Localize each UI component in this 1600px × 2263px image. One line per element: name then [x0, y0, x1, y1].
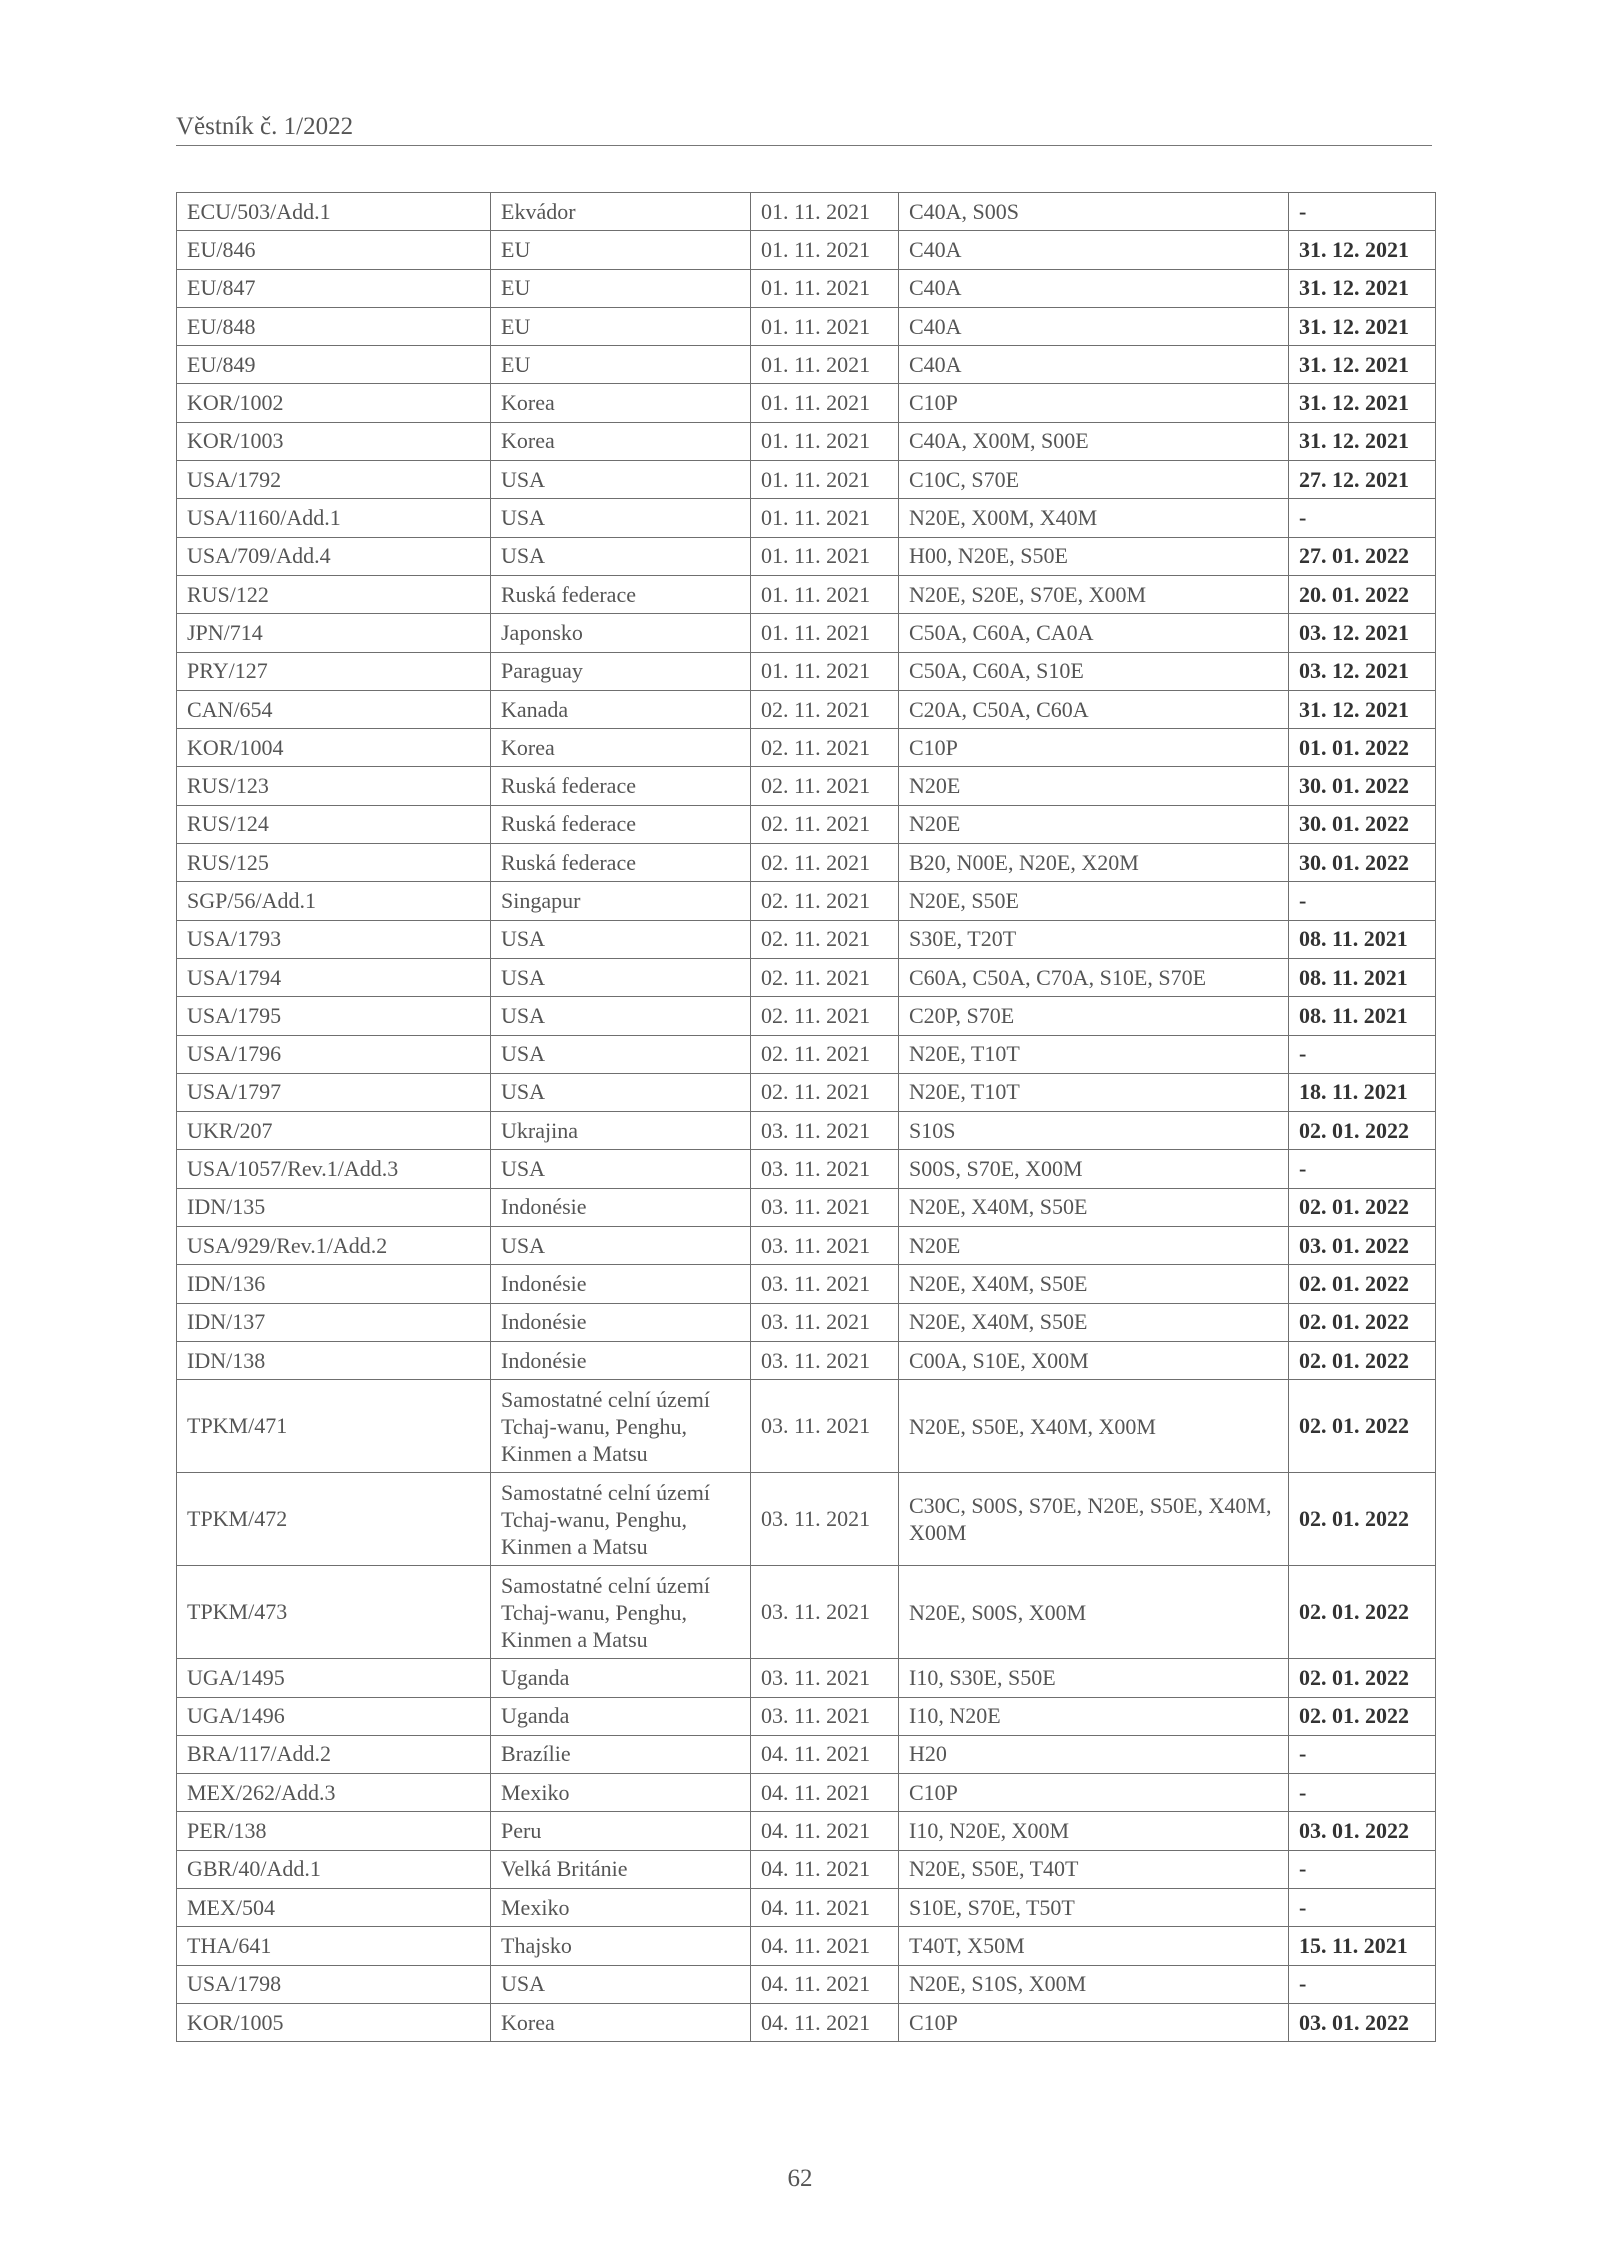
cell-date: 01. 11. 2021 — [751, 422, 899, 460]
cell-codes: H20 — [899, 1735, 1289, 1773]
cell-codes: N20E, T10T — [899, 1035, 1289, 1073]
cell-deadline: 02. 01. 2022 — [1289, 1380, 1436, 1473]
cell-symbol: GBR/40/Add.1 — [177, 1850, 491, 1888]
cell-date: 02. 11. 2021 — [751, 997, 899, 1035]
table-row — [177, 269, 1436, 307]
cell-country: Paraguay — [491, 652, 751, 690]
cell-deadline: 03. 01. 2022 — [1289, 1812, 1436, 1850]
cell-symbol: IDN/138 — [177, 1341, 491, 1379]
cell-symbol: ECU/503/Add.1 — [177, 193, 491, 231]
cell-date: 02. 11. 2021 — [751, 1035, 899, 1073]
cell-deadline: 08. 11. 2021 — [1289, 958, 1436, 996]
cell-country: EU — [491, 307, 751, 345]
cell-date: 03. 11. 2021 — [751, 1473, 899, 1566]
cell-deadline: 30. 01. 2022 — [1289, 767, 1436, 805]
table-row — [177, 1659, 1436, 1697]
cell-codes: C10C, S70E — [899, 461, 1289, 499]
cell-deadline: 27. 12. 2021 — [1289, 461, 1436, 499]
cell-codes: C10P — [899, 729, 1289, 767]
table-row — [177, 1112, 1436, 1150]
table-row — [177, 1188, 1436, 1226]
cell-date: 02. 11. 2021 — [751, 920, 899, 958]
header-title: Věstník č. 1/2022 — [176, 113, 354, 140]
cell-deadline: 31. 12. 2021 — [1289, 422, 1436, 460]
cell-deadline: - — [1289, 1150, 1436, 1188]
table-row — [177, 882, 1436, 920]
table-row — [177, 1965, 1436, 2003]
cell-country: USA — [491, 1227, 751, 1265]
table-row — [177, 1303, 1436, 1341]
cell-symbol: SGP/56/Add.1 — [177, 882, 491, 920]
cell-deadline: 31. 12. 2021 — [1289, 346, 1436, 384]
cell-country: Korea — [491, 729, 751, 767]
table-row — [177, 1812, 1436, 1850]
cell-country: Korea — [491, 2003, 751, 2041]
cell-deadline: 08. 11. 2021 — [1289, 997, 1436, 1035]
cell-symbol: KOR/1003 — [177, 422, 491, 460]
table-row — [177, 1774, 1436, 1812]
cell-date: 01. 11. 2021 — [751, 307, 899, 345]
cell-codes: N20E, S50E — [899, 882, 1289, 920]
cell-date: 03. 11. 2021 — [751, 1566, 899, 1659]
cell-country: USA — [491, 1035, 751, 1073]
cell-codes: N20E — [899, 805, 1289, 843]
cell-country: Ruská federace — [491, 767, 751, 805]
cell-codes: C00A, S10E, X00M — [899, 1341, 1289, 1379]
cell-symbol: RUS/122 — [177, 575, 491, 613]
cell-date: 01. 11. 2021 — [751, 461, 899, 499]
table-row — [177, 1380, 1436, 1473]
cell-date: 02. 11. 2021 — [751, 844, 899, 882]
cell-symbol: MEX/262/Add.3 — [177, 1774, 491, 1812]
table-row — [177, 920, 1436, 958]
table-row — [177, 767, 1436, 805]
cell-country: EU — [491, 269, 751, 307]
cell-date: 04. 11. 2021 — [751, 1735, 899, 1773]
cell-country: Uganda — [491, 1659, 751, 1697]
cell-deadline: 02. 01. 2022 — [1289, 1188, 1436, 1226]
cell-country: Uganda — [491, 1697, 751, 1735]
cell-symbol: UKR/207 — [177, 1112, 491, 1150]
cell-symbol: KOR/1005 — [177, 2003, 491, 2041]
cell-symbol: EU/848 — [177, 307, 491, 345]
table-row — [177, 1566, 1436, 1659]
cell-country: Ruská federace — [491, 805, 751, 843]
cell-date: 02. 11. 2021 — [751, 805, 899, 843]
cell-codes: C10P — [899, 1774, 1289, 1812]
cell-deadline: 20. 01. 2022 — [1289, 575, 1436, 613]
cell-date: 04. 11. 2021 — [751, 2003, 899, 2041]
cell-date: 03. 11. 2021 — [751, 1150, 899, 1188]
table-row — [177, 997, 1436, 1035]
cell-date: 01. 11. 2021 — [751, 575, 899, 613]
cell-deadline: 31. 12. 2021 — [1289, 384, 1436, 422]
cell-country: Kanada — [491, 690, 751, 728]
cell-country: Ruská federace — [491, 844, 751, 882]
table-row — [177, 729, 1436, 767]
cell-date: 01. 11. 2021 — [751, 231, 899, 269]
cell-codes: C40A, S00S — [899, 193, 1289, 231]
cell-deadline: 02. 01. 2022 — [1289, 1697, 1436, 1735]
table-row — [177, 193, 1436, 231]
cell-codes: S30E, T20T — [899, 920, 1289, 958]
cell-codes: S00S, S70E, X00M — [899, 1150, 1289, 1188]
cell-country: Japonsko — [491, 614, 751, 652]
table-row — [177, 1735, 1436, 1773]
notifications-table-body — [177, 193, 1436, 2042]
table-row — [177, 2003, 1436, 2041]
cell-date: 01. 11. 2021 — [751, 384, 899, 422]
cell-codes: N20E, X00M, X40M — [899, 499, 1289, 537]
cell-symbol: RUS/124 — [177, 805, 491, 843]
cell-deadline: 31. 12. 2021 — [1289, 231, 1436, 269]
cell-deadline: 03. 12. 2021 — [1289, 652, 1436, 690]
cell-symbol: EU/847 — [177, 269, 491, 307]
cell-deadline: 02. 01. 2022 — [1289, 1473, 1436, 1566]
cell-date: 02. 11. 2021 — [751, 767, 899, 805]
cell-date: 04. 11. 2021 — [751, 1888, 899, 1926]
cell-deadline: 01. 01. 2022 — [1289, 729, 1436, 767]
cell-deadline: 02. 01. 2022 — [1289, 1566, 1436, 1659]
cell-deadline: - — [1289, 1774, 1436, 1812]
cell-codes: C60A, C50A, C70A, S10E, S70E — [899, 958, 1289, 996]
table-row — [177, 461, 1436, 499]
cell-date: 03. 11. 2021 — [751, 1227, 899, 1265]
cell-date: 01. 11. 2021 — [751, 346, 899, 384]
cell-symbol: KOR/1002 — [177, 384, 491, 422]
cell-deadline: 02. 01. 2022 — [1289, 1112, 1436, 1150]
cell-symbol: UGA/1496 — [177, 1697, 491, 1735]
cell-country: Samostatné celní území Tchaj-wanu, Penghu, Kinmen a Matsu — [491, 1566, 751, 1659]
cell-symbol: USA/1793 — [177, 920, 491, 958]
cell-deadline: 03. 01. 2022 — [1289, 2003, 1436, 2041]
cell-symbol: IDN/137 — [177, 1303, 491, 1341]
cell-date: 03. 11. 2021 — [751, 1188, 899, 1226]
cell-date: 01. 11. 2021 — [751, 269, 899, 307]
cell-deadline: 31. 12. 2021 — [1289, 307, 1436, 345]
cell-date: 03. 11. 2021 — [751, 1380, 899, 1473]
cell-date: 01. 11. 2021 — [751, 193, 899, 231]
cell-date: 03. 11. 2021 — [751, 1659, 899, 1697]
cell-country: Velká Británie — [491, 1850, 751, 1888]
cell-codes: C50A, C60A, S10E — [899, 652, 1289, 690]
cell-codes: N20E — [899, 1227, 1289, 1265]
cell-symbol: JPN/714 — [177, 614, 491, 652]
cell-date: 04. 11. 2021 — [751, 1774, 899, 1812]
cell-codes: C50A, C60A, CA0A — [899, 614, 1289, 652]
cell-codes: C20P, S70E — [899, 997, 1289, 1035]
cell-symbol: TPKM/473 — [177, 1566, 491, 1659]
cell-country: Singapur — [491, 882, 751, 920]
cell-codes: C40A — [899, 346, 1289, 384]
cell-deadline: - — [1289, 882, 1436, 920]
cell-symbol: RUS/125 — [177, 844, 491, 882]
cell-country: USA — [491, 1150, 751, 1188]
cell-codes: I10, S30E, S50E — [899, 1659, 1289, 1697]
cell-codes: C10P — [899, 2003, 1289, 2041]
cell-codes: C40A — [899, 231, 1289, 269]
cell-symbol: IDN/135 — [177, 1188, 491, 1226]
cell-symbol: USA/929/Rev.1/Add.2 — [177, 1227, 491, 1265]
table-row — [177, 1341, 1436, 1379]
cell-country: Ekvádor — [491, 193, 751, 231]
cell-symbol: USA/1798 — [177, 1965, 491, 2003]
cell-symbol: USA/709/Add.4 — [177, 537, 491, 575]
table-row — [177, 1473, 1436, 1566]
table-row — [177, 1227, 1436, 1265]
cell-date: 04. 11. 2021 — [751, 1927, 899, 1965]
table-row — [177, 1850, 1436, 1888]
cell-codes: N20E, S50E, X40M, X00M — [899, 1380, 1289, 1473]
cell-codes: N20E, S00S, X00M — [899, 1566, 1289, 1659]
cell-codes: I10, N20E — [899, 1697, 1289, 1735]
cell-country: Indonésie — [491, 1265, 751, 1303]
cell-country: Thajsko — [491, 1927, 751, 1965]
cell-deadline: - — [1289, 1965, 1436, 2003]
cell-symbol: PRY/127 — [177, 652, 491, 690]
cell-deadline: 31. 12. 2021 — [1289, 269, 1436, 307]
cell-codes: S10S — [899, 1112, 1289, 1150]
cell-country: USA — [491, 997, 751, 1035]
table-row — [177, 1888, 1436, 1926]
cell-codes: N20E, X40M, S50E — [899, 1265, 1289, 1303]
cell-codes: C30C, S00S, S70E, N20E, S50E, X40M, X00M — [899, 1473, 1289, 1566]
table-row — [177, 958, 1436, 996]
cell-codes: N20E, S20E, S70E, X00M — [899, 575, 1289, 613]
table-row — [177, 1035, 1436, 1073]
cell-deadline: 02. 01. 2022 — [1289, 1341, 1436, 1379]
table-row — [177, 537, 1436, 575]
cell-date: 04. 11. 2021 — [751, 1965, 899, 2003]
cell-country: Samostatné celní území Tchaj-wanu, Penghu, Kinmen a Matsu — [491, 1473, 751, 1566]
cell-date: 02. 11. 2021 — [751, 882, 899, 920]
cell-date: 03. 11. 2021 — [751, 1303, 899, 1341]
table-row — [177, 805, 1436, 843]
cell-date: 01. 11. 2021 — [751, 652, 899, 690]
cell-country: Samostatné celní území Tchaj-wanu, Penghu, Kinmen a Matsu — [491, 1380, 751, 1473]
table-row — [177, 1265, 1436, 1303]
cell-deadline: 03. 01. 2022 — [1289, 1227, 1436, 1265]
cell-codes: N20E, X40M, S50E — [899, 1303, 1289, 1341]
cell-country: USA — [491, 1073, 751, 1111]
cell-date: 03. 11. 2021 — [751, 1265, 899, 1303]
cell-symbol: USA/1795 — [177, 997, 491, 1035]
cell-symbol: CAN/654 — [177, 690, 491, 728]
cell-symbol: UGA/1495 — [177, 1659, 491, 1697]
table-row — [177, 1073, 1436, 1111]
cell-country: Indonésie — [491, 1341, 751, 1379]
cell-codes: N20E, X40M, S50E — [899, 1188, 1289, 1226]
cell-deadline: - — [1289, 1888, 1436, 1926]
cell-date: 03. 11. 2021 — [751, 1112, 899, 1150]
cell-country: Mexiko — [491, 1888, 751, 1926]
cell-country: EU — [491, 346, 751, 384]
cell-country: USA — [491, 537, 751, 575]
cell-codes: H00, N20E, S50E — [899, 537, 1289, 575]
cell-symbol: USA/1792 — [177, 461, 491, 499]
cell-codes: C10P — [899, 384, 1289, 422]
cell-symbol: EU/846 — [177, 231, 491, 269]
cell-date: 02. 11. 2021 — [751, 1073, 899, 1111]
cell-codes: C40A, X00M, S00E — [899, 422, 1289, 460]
cell-deadline: - — [1289, 499, 1436, 537]
cell-country: USA — [491, 461, 751, 499]
table-row — [177, 575, 1436, 613]
cell-codes: B20, N00E, N20E, X20M — [899, 844, 1289, 882]
table-row — [177, 422, 1436, 460]
cell-country: Peru — [491, 1812, 751, 1850]
cell-country: Brazílie — [491, 1735, 751, 1773]
cell-country: USA — [491, 958, 751, 996]
cell-deadline: 08. 11. 2021 — [1289, 920, 1436, 958]
cell-codes: N20E, S50E, T40T — [899, 1850, 1289, 1888]
cell-symbol: EU/849 — [177, 346, 491, 384]
cell-deadline: - — [1289, 193, 1436, 231]
cell-symbol: MEX/504 — [177, 1888, 491, 1926]
table-row — [177, 1150, 1436, 1188]
table-row — [177, 1927, 1436, 1965]
cell-symbol: PER/138 — [177, 1812, 491, 1850]
page-number: 62 — [787, 2165, 813, 2192]
cell-date: 04. 11. 2021 — [751, 1812, 899, 1850]
cell-codes: N20E, S10S, X00M — [899, 1965, 1289, 2003]
cell-date: 03. 11. 2021 — [751, 1697, 899, 1735]
cell-deadline: - — [1289, 1850, 1436, 1888]
cell-deadline: 18. 11. 2021 — [1289, 1073, 1436, 1111]
table-row — [177, 844, 1436, 882]
cell-country: Ukrajina — [491, 1112, 751, 1150]
cell-country: USA — [491, 499, 751, 537]
table-row — [177, 231, 1436, 269]
cell-deadline: - — [1289, 1735, 1436, 1773]
cell-symbol: USA/1797 — [177, 1073, 491, 1111]
cell-deadline: 02. 01. 2022 — [1289, 1303, 1436, 1341]
cell-deadline: 30. 01. 2022 — [1289, 805, 1436, 843]
cell-codes: C40A — [899, 307, 1289, 345]
cell-symbol: THA/641 — [177, 1927, 491, 1965]
cell-codes: C40A — [899, 269, 1289, 307]
cell-country: USA — [491, 1965, 751, 2003]
cell-symbol: USA/1796 — [177, 1035, 491, 1073]
cell-symbol: TPKM/472 — [177, 1473, 491, 1566]
cell-codes: T40T, X50M — [899, 1927, 1289, 1965]
cell-country: Indonésie — [491, 1303, 751, 1341]
cell-symbol: RUS/123 — [177, 767, 491, 805]
cell-codes: N20E — [899, 767, 1289, 805]
cell-symbol: USA/1794 — [177, 958, 491, 996]
table-row — [177, 499, 1436, 537]
table-row — [177, 1697, 1436, 1735]
cell-country: Korea — [491, 384, 751, 422]
page-header — [176, 110, 1432, 146]
table-row — [177, 346, 1436, 384]
cell-symbol: TPKM/471 — [177, 1380, 491, 1473]
cell-date: 01. 11. 2021 — [751, 499, 899, 537]
notifications-table — [176, 192, 1436, 2042]
cell-symbol: IDN/136 — [177, 1265, 491, 1303]
table-row — [177, 690, 1436, 728]
cell-codes: I10, N20E, X00M — [899, 1812, 1289, 1850]
cell-deadline: 02. 01. 2022 — [1289, 1265, 1436, 1303]
table-row — [177, 384, 1436, 422]
cell-deadline: 31. 12. 2021 — [1289, 690, 1436, 728]
cell-country: Korea — [491, 422, 751, 460]
cell-symbol: BRA/117/Add.2 — [177, 1735, 491, 1773]
table-row — [177, 614, 1436, 652]
cell-codes: C20A, C50A, C60A — [899, 690, 1289, 728]
cell-country: EU — [491, 231, 751, 269]
table-row — [177, 652, 1436, 690]
cell-deadline: 30. 01. 2022 — [1289, 844, 1436, 882]
cell-symbol: USA/1057/Rev.1/Add.3 — [177, 1150, 491, 1188]
cell-codes: S10E, S70E, T50T — [899, 1888, 1289, 1926]
cell-country: Mexiko — [491, 1774, 751, 1812]
cell-date: 01. 11. 2021 — [751, 614, 899, 652]
cell-deadline: 15. 11. 2021 — [1289, 1927, 1436, 1965]
cell-date: 02. 11. 2021 — [751, 690, 899, 728]
cell-date: 04. 11. 2021 — [751, 1850, 899, 1888]
cell-date: 03. 11. 2021 — [751, 1341, 899, 1379]
cell-date: 02. 11. 2021 — [751, 958, 899, 996]
cell-date: 01. 11. 2021 — [751, 537, 899, 575]
cell-country: Ruská federace — [491, 575, 751, 613]
cell-deadline: 03. 12. 2021 — [1289, 614, 1436, 652]
cell-deadline: 02. 01. 2022 — [1289, 1659, 1436, 1697]
cell-date: 02. 11. 2021 — [751, 729, 899, 767]
cell-deadline: - — [1289, 1035, 1436, 1073]
table-row — [177, 307, 1436, 345]
cell-symbol: KOR/1004 — [177, 729, 491, 767]
cell-symbol: USA/1160/Add.1 — [177, 499, 491, 537]
cell-deadline: 27. 01. 2022 — [1289, 537, 1436, 575]
cell-codes: N20E, T10T — [899, 1073, 1289, 1111]
cell-country: USA — [491, 920, 751, 958]
cell-country: Indonésie — [491, 1188, 751, 1226]
